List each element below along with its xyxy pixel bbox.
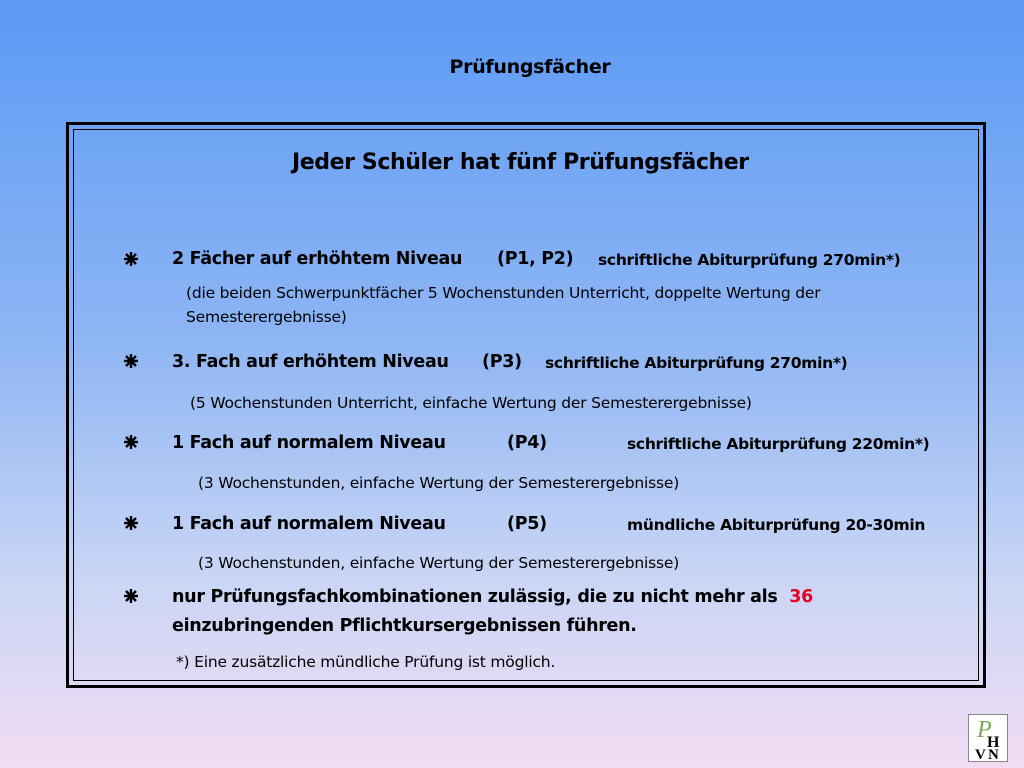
item-3-exam: schriftliche Abiturprüfung 220min*) — [627, 435, 930, 453]
school-logo — [968, 714, 1008, 762]
box-title: Jeder Schüler hat fünf Prüfungsfächer — [292, 150, 749, 175]
logo-letter-n: N — [988, 747, 999, 761]
item-2-code: (P3) — [482, 352, 522, 372]
item-4-main: 1 Fach auf normalem Niveau — [172, 514, 446, 534]
item-2-main: 3. Fach auf erhöhtem Niveau — [172, 352, 449, 372]
rule-line-1 — [172, 587, 813, 607]
logo-letter-p: P — [977, 717, 992, 743]
item-2-note-1: (5 Wochenstunden Unterricht, einfache Wertung der Semesterergebnisse) — [190, 394, 752, 412]
item-3-note-1: (3 Wochenstunden, einfache Wertung der Semesterergebnisse) — [198, 474, 680, 492]
logo-letter-h: H — [987, 734, 1000, 751]
item-1-code: (P1, P2) — [497, 249, 574, 269]
rule-line-2: einzubringenden Pflichtkursergebnissen führen. — [172, 616, 637, 636]
footnote: *) Eine zusätzliche mündliche Prüfung ist möglich. — [176, 653, 556, 671]
asterisk-bullet-icon — [124, 435, 138, 449]
item-1-note-2: Semesterergebnisse) — [186, 308, 347, 326]
asterisk-bullet-icon — [124, 516, 138, 530]
item-3-main: 1 Fach auf normalem Niveau — [172, 433, 446, 453]
item-4-note-1: (3 Wochenstunden, einfache Wertung der Semesterergebnisse) — [198, 554, 680, 572]
item-4-code: (P5) — [507, 514, 547, 534]
logo-monogram-icon — [969, 715, 1007, 761]
logo-letter-v: V — [975, 747, 986, 761]
page-title: Prüfungsfächer — [449, 56, 611, 78]
item-4-exam: mündliche Abiturprüfung 20-30min — [627, 516, 926, 534]
item-3-code: (P4) — [507, 433, 547, 453]
item-1-note-1: (die beiden Schwerpunktfächer 5 Wochenstunden Unterricht, doppelte Wertung der — [186, 284, 821, 302]
item-2-exam: schriftliche Abiturprüfung 270min*) — [545, 354, 848, 372]
item-1-main: 2 Fächer auf erhöhtem Niveau — [172, 249, 463, 269]
rule-text-1: nur Prüfungsfachkombinationen zulässig, die zu nicht mehr als — [172, 587, 778, 607]
asterisk-bullet-icon — [124, 589, 138, 603]
item-1-exam: schriftliche Abiturprüfung 270min*) — [598, 251, 901, 269]
asterisk-bullet-icon — [124, 252, 138, 266]
asterisk-bullet-icon — [124, 354, 138, 368]
rule-number: 36 — [789, 587, 814, 607]
